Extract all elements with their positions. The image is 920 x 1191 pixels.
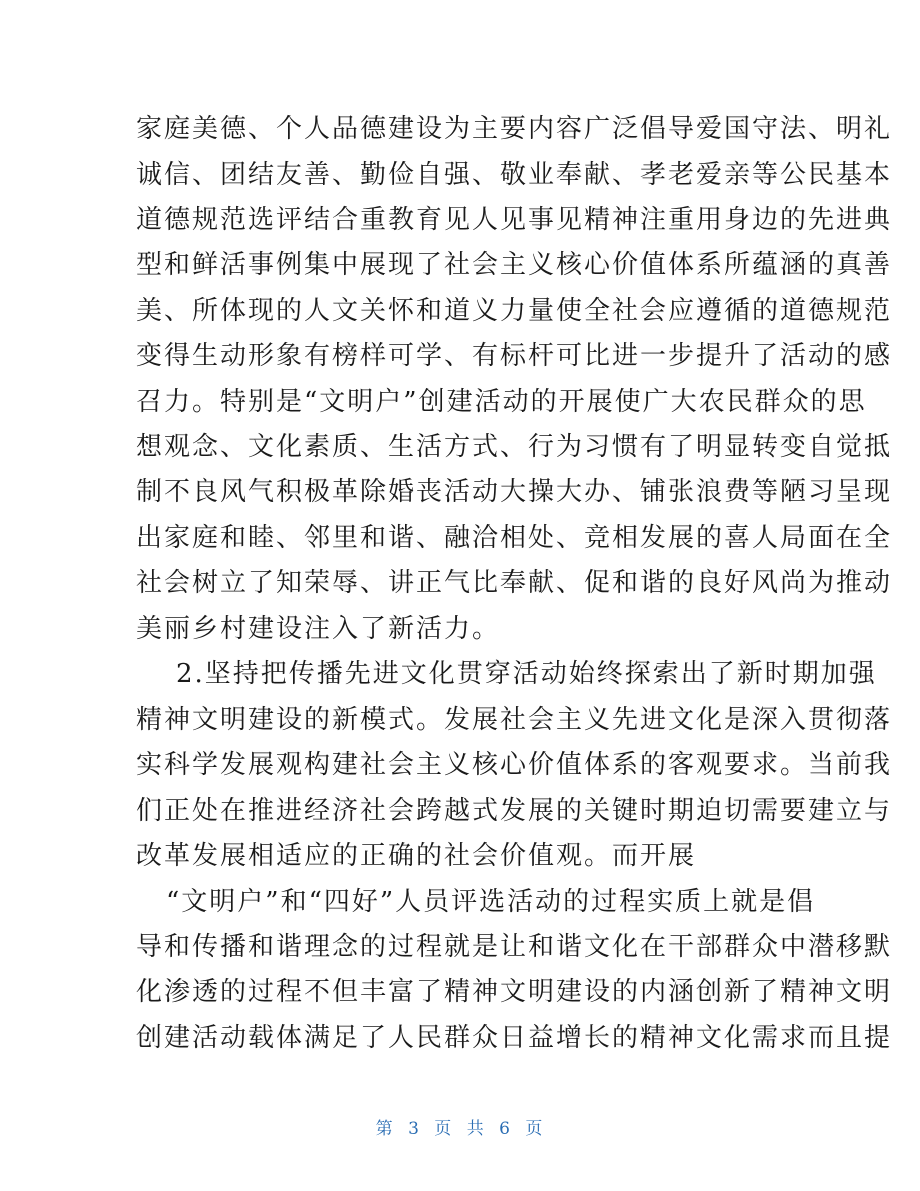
total-suffix: 页 <box>525 1119 545 1139</box>
text-line: 变得生动形象有榜样可学、有标杆可比进一步提升了活动的感 <box>136 341 893 371</box>
text-line: 美、所体现的人文关怀和道义力量使全社会应遵循的道德规范 <box>136 296 893 326</box>
text-line: 制不良风气积极革除婚丧活动大操大办、铺张浪费等陋习呈现 <box>136 477 893 507</box>
text-line: 2.坚持把传播先进文化贯穿活动始终探索出了新时期加强 <box>176 659 877 689</box>
page-prefix: 第 <box>375 1119 395 1139</box>
text-line: 召力。特别是“文明户”创建活动的开展使广大农民群众的思 <box>136 387 867 417</box>
text-line: 出家庭和睦、邻里和谐、融洽相处、竞相发展的喜人局面在全 <box>136 523 893 553</box>
text-line: 社会树立了知荣辱、讲正气比奉献、促和谐的良好风尚为推动 <box>136 568 893 598</box>
text-line: 想观念、文化素质、生活方式、行为习惯有了明显转变自觉抵 <box>136 432 893 462</box>
text-line: 精神文明建设的新模式。发展社会主义先进文化是深入贯彻落 <box>136 705 893 735</box>
page-footer <box>0 1114 920 1139</box>
text-line: “文明户”和“四好”人员评选活动的过程实质上就是倡 <box>166 887 816 917</box>
text-line: 导和传播和谐理念的过程就是让和谐文化在干部群众中潜移默 <box>136 932 893 962</box>
text-line: 们正处在推进经济社会跨越式发展的关键时期迫切需要建立与 <box>136 796 893 826</box>
text-line: 化渗透的过程不但丰富了精神文明建设的内涵创新了精神文明 <box>136 977 893 1007</box>
text-line: 家庭美德、个人品德建设为主要内容广泛倡导爱国守法、明礼 <box>136 114 893 144</box>
total-prefix: 共 <box>466 1119 486 1139</box>
text-line: 诚信、团结友善、勤俭自强、敬业奉献、孝老爱亲等公民基本 <box>136 160 893 190</box>
text-line: 实科学发展观构建社会主义核心价值体系的客观要求。当前我 <box>136 750 893 780</box>
text-line: 型和鲜活事例集中展现了社会主义核心价值体系所蕴涵的真善 <box>136 250 893 280</box>
text-line: 道德规范选评结合重教育见人见事见精神注重用身边的先进典 <box>136 205 893 235</box>
current-page-number: 3 <box>408 1119 421 1139</box>
text-line: 美丽乡村建设注入了新活力。 <box>136 614 501 644</box>
page-word: 页 <box>434 1119 454 1139</box>
text-line: 改革发展相适应的正确的社会价值观。而开展 <box>136 841 697 871</box>
total-page-count: 6 <box>499 1119 512 1139</box>
text-line: 创建活动载体满足了人民群众日益增长的精神文化需求而且提 <box>136 1023 893 1053</box>
